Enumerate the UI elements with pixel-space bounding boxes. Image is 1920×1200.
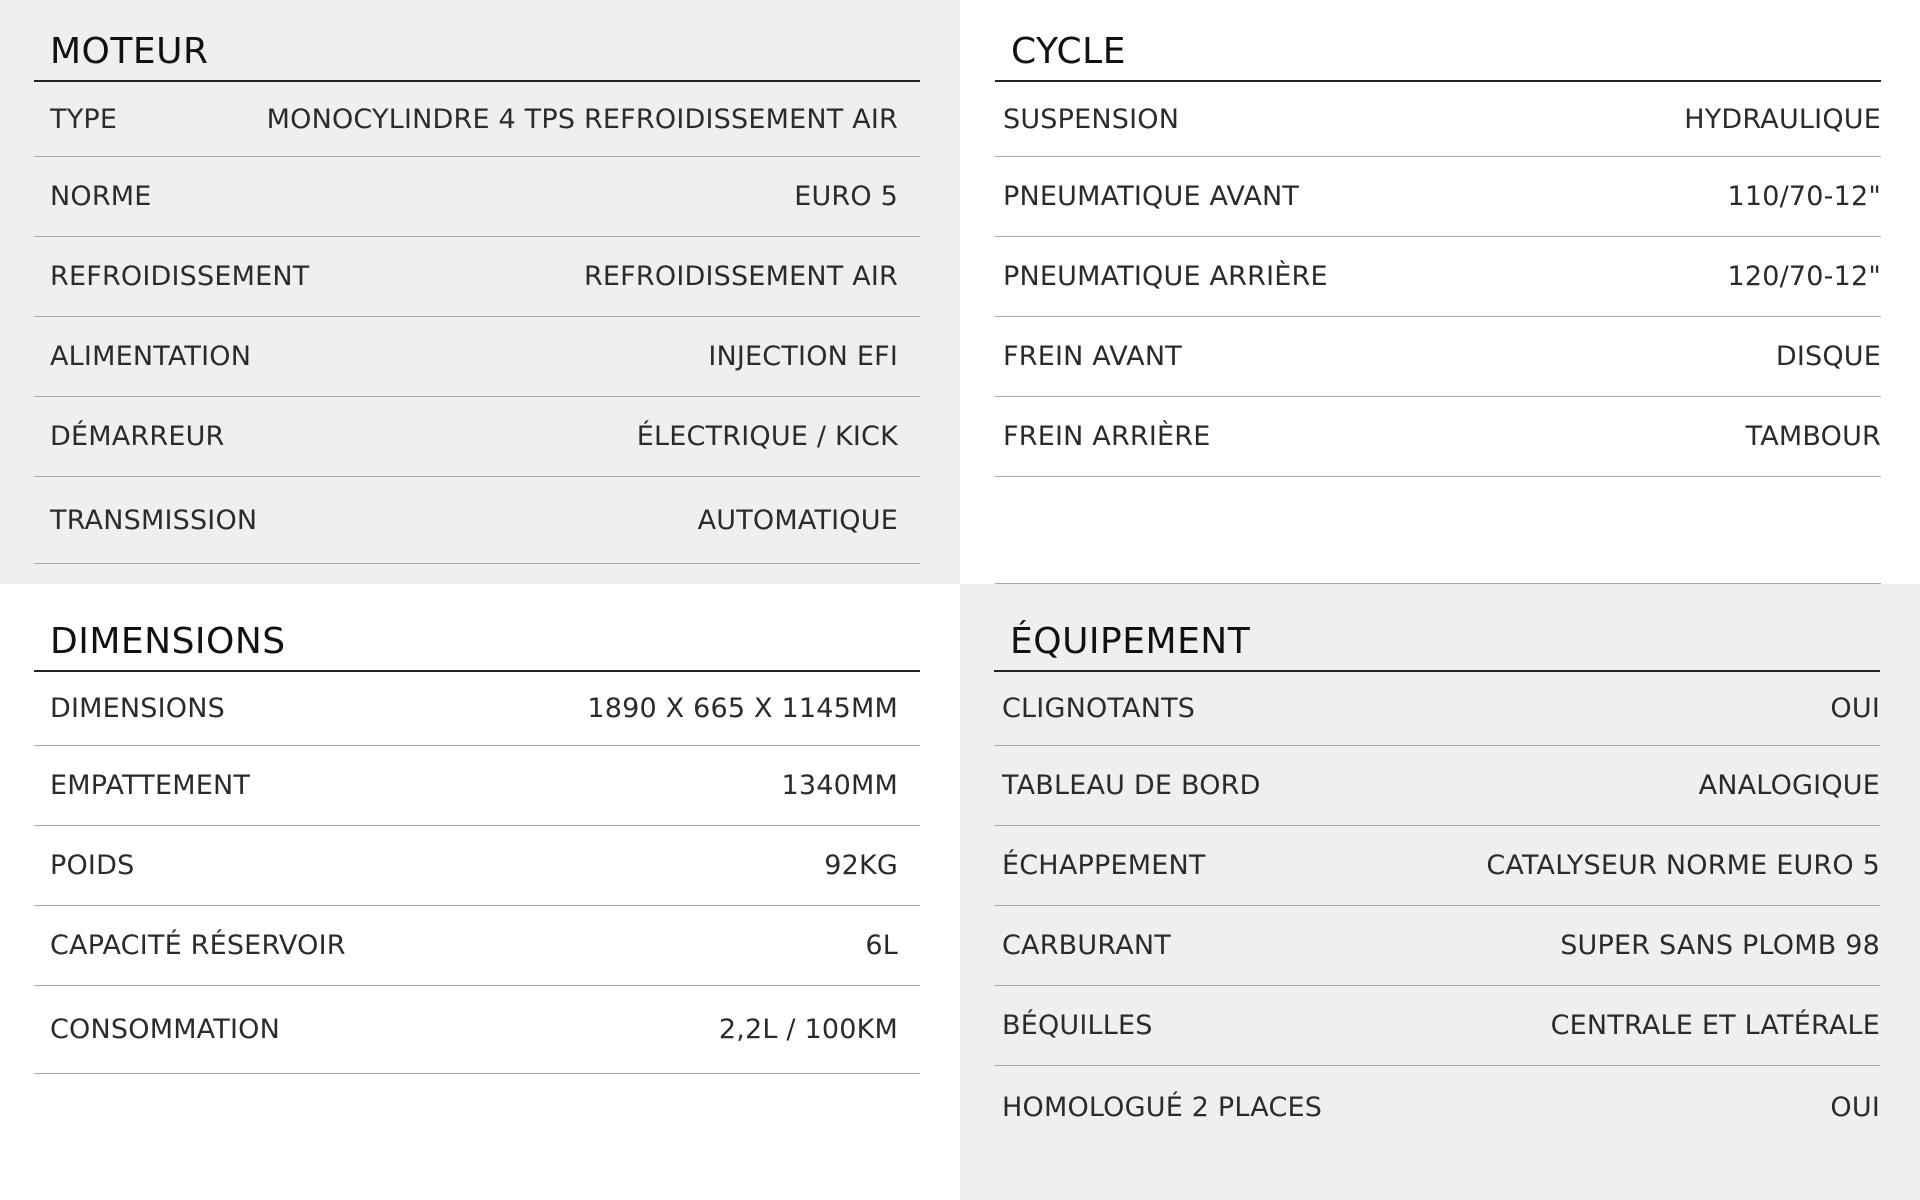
- spec-row: [995, 82, 1881, 157]
- spec-label: EMPATTEMENT: [50, 770, 251, 801]
- spec-label: ÉCHAPPEMENT: [1002, 850, 1206, 881]
- spec-value: 1340MM: [781, 770, 898, 801]
- spec-row: [995, 157, 1881, 237]
- spec-value: CENTRALE ET LATÉRALE: [1550, 1010, 1880, 1041]
- spec-row: [34, 237, 920, 317]
- spec-row: [34, 986, 920, 1074]
- spec-row: [34, 672, 920, 746]
- spec-row: [995, 317, 1881, 397]
- cycle-panel: [960, 0, 1920, 584]
- cycle-section: [995, 26, 1881, 477]
- spec-label: PNEUMATIQUE AVANT: [1003, 181, 1300, 212]
- spec-label: HOMOLOGUÉ 2 PLACES: [1002, 1091, 1323, 1123]
- spec-value: 92KG: [824, 850, 898, 881]
- spec-value: MONOCYLINDRE 4 TPS REFROIDISSEMENT AIR: [266, 103, 898, 135]
- spec-row: [34, 477, 920, 564]
- spec-value: SUPER SANS PLOMB 98: [1560, 930, 1880, 961]
- spec-value: REFROIDISSEMENT AIR: [583, 261, 898, 292]
- spec-row: [994, 672, 1880, 746]
- spec-label: NORME: [50, 181, 152, 212]
- spec-row: [34, 746, 920, 826]
- spec-label: TYPE: [50, 103, 118, 135]
- spec-row: [994, 746, 1880, 826]
- spec-value: AUTOMATIQUE: [697, 504, 898, 536]
- spec-label: CAPACITÉ RÉSERVOIR: [50, 930, 346, 961]
- spec-label: PNEUMATIQUE ARRIÈRE: [1003, 261, 1328, 292]
- spec-label: CARBURANT: [1002, 930, 1171, 961]
- spec-label: ALIMENTATION: [50, 341, 252, 372]
- dimensions-title: DIMENSIONS: [34, 616, 920, 672]
- spec-label: FREIN AVANT: [1003, 341, 1182, 372]
- spec-row: [994, 1066, 1880, 1148]
- spec-label: CONSOMMATION: [50, 1014, 280, 1045]
- spec-value: EURO 5: [794, 181, 898, 212]
- spec-label: DIMENSIONS: [50, 693, 225, 724]
- spec-row: [995, 237, 1881, 317]
- spec-label: FREIN ARRIÈRE: [1003, 421, 1211, 452]
- spec-value: 6L: [865, 930, 898, 961]
- spec-label: SUSPENSION: [1003, 103, 1180, 135]
- spec-label: TABLEAU DE BORD: [1002, 770, 1261, 801]
- spec-label: TRANSMISSION: [50, 504, 258, 536]
- equipement-section: [994, 616, 1880, 1148]
- spec-value: 2,2L / 100KM: [718, 1014, 898, 1045]
- moteur-panel: [0, 0, 960, 584]
- spec-label: REFROIDISSEMENT: [50, 261, 310, 292]
- spec-value: HYDRAULIQUE: [1684, 103, 1881, 135]
- spec-value: OUI: [1830, 1091, 1880, 1123]
- spec-value: 120/70-12": [1727, 261, 1881, 292]
- cycle-title: CYCLE: [995, 26, 1881, 82]
- spec-row: [995, 397, 1881, 477]
- spec-label: CLIGNOTANTS: [1002, 693, 1196, 724]
- moteur-title: MOTEUR: [34, 26, 920, 82]
- spec-row: [34, 826, 920, 906]
- spec-value: INJECTION EFI: [708, 341, 898, 372]
- equipement-panel: [960, 584, 1920, 1200]
- spec-row: [34, 82, 920, 157]
- spec-row: [34, 397, 920, 477]
- moteur-section: [34, 26, 920, 564]
- spec-row: [34, 157, 920, 237]
- spec-label: BÉQUILLES: [1002, 1010, 1153, 1041]
- spec-row: [34, 906, 920, 986]
- spec-row: [994, 906, 1880, 986]
- spec-value: CATALYSEUR NORME EURO 5: [1486, 850, 1880, 881]
- spec-value: 1890 X 665 X 1145MM: [587, 693, 898, 724]
- spec-value: TAMBOUR: [1745, 421, 1881, 452]
- spec-row: [994, 986, 1880, 1066]
- spec-label: POIDS: [50, 850, 135, 881]
- equipement-title: ÉQUIPEMENT: [994, 616, 1880, 672]
- spec-value: 110/70-12": [1727, 181, 1881, 212]
- spec-value: ÉLECTRIQUE / KICK: [636, 421, 898, 452]
- dimensions-section: [34, 616, 920, 1074]
- spec-value: DISQUE: [1775, 341, 1881, 372]
- spec-row: [34, 317, 920, 397]
- spec-label: DÉMARREUR: [50, 421, 225, 452]
- spec-row: [994, 826, 1880, 906]
- dimensions-panel: [0, 584, 960, 1200]
- spec-value: ANALOGIQUE: [1698, 770, 1880, 801]
- spec-value: OUI: [1830, 693, 1880, 724]
